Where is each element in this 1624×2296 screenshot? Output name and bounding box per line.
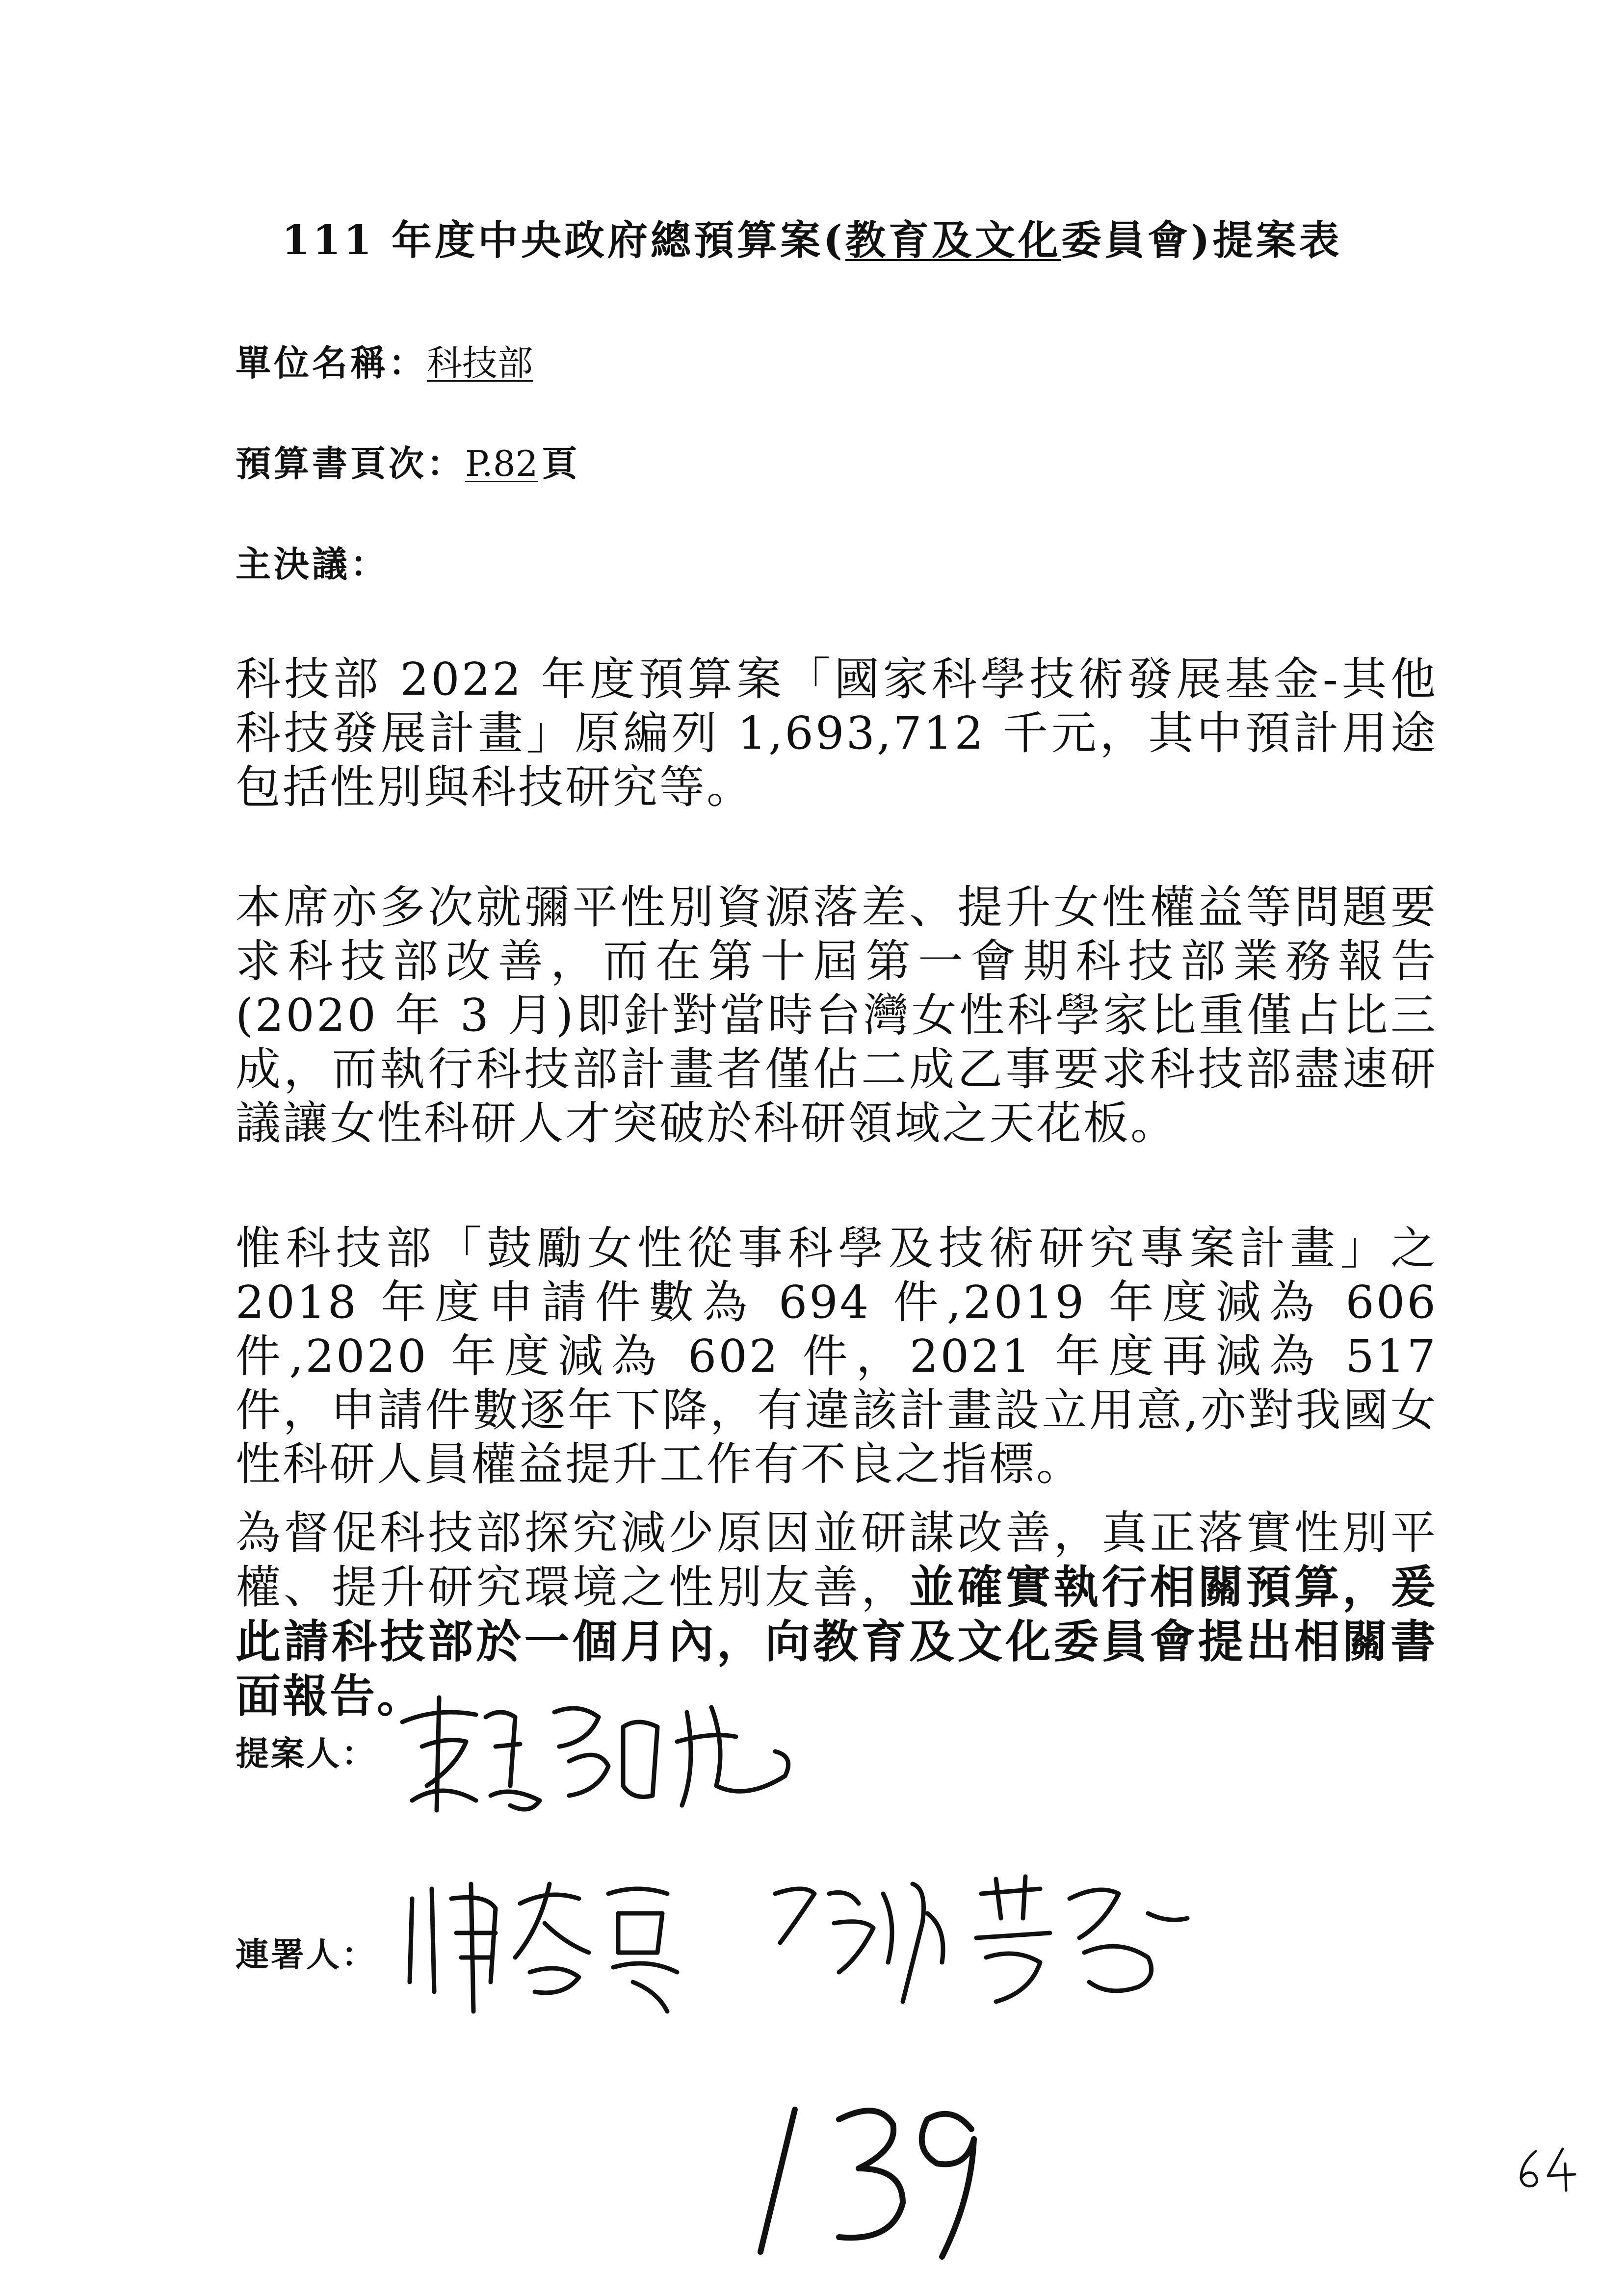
document-title xyxy=(0,211,1624,270)
unit-name-field xyxy=(236,339,533,388)
budget-page-label: 預算書頁次： xyxy=(236,443,466,484)
title-suffix: 委員會)提案表 xyxy=(1061,217,1342,264)
paragraph-budget-overview: 科技部 2022 年度預算案「國家科學技術發展基金-其他科技發展計畫」原編列 1,693,712 千元，其中預計用途包括性別與科技研究等。 xyxy=(236,653,1438,813)
handwritten-page-number xyxy=(736,2090,991,2267)
proposer-signature xyxy=(393,1688,814,1825)
main-resolution-label: 主決議： xyxy=(236,543,389,585)
main-resolution-heading xyxy=(236,540,389,589)
request-text: 為督促科技部探究減少原因並研謀改善，真正落實性別平權、提升研究環境之性別友善， xyxy=(236,1507,1438,1614)
cosigners-label: 連署人： xyxy=(236,1935,377,1975)
cosigner-signature-1 xyxy=(402,1869,746,2016)
cosigner-signature-2 xyxy=(765,1864,1207,2021)
budget-page-field xyxy=(236,439,577,488)
paragraph-gender-equity-history: 本席亦多次就彌平性別資源落差、提升女性權益等問題要求科技部改善，而在第十屆第一會期科技部業務報告(2020 年 3 月)即針對當時台灣女性科學家比重僅占比三成，而執行科技部計畫者僅佔二成乙事要求科技部盡速研議讓女性科研人才突破於科研領域之天花板。 xyxy=(236,881,1438,1149)
paragraph-application-decline: 惟科技部「鼓勵女性從事科學及技術研究專案計畫」之 2018 年度申請件數為 694 件,2019 年度減為 606 件,2020 年度減為 602 件，2021 年度再減為 517 件，申請件數逐年下降，有違該計畫設立用意,亦對我國女性科研人員權益提升工作有不良之指標。 xyxy=(236,1222,1438,1490)
unit-name-label: 單位名稱： xyxy=(236,342,427,384)
budget-page-suffix: 頁 xyxy=(542,443,577,484)
budget-page-value: P.82 xyxy=(465,443,538,484)
title-committee-name: 教育及文化 xyxy=(845,217,1061,264)
handwritten-corner-number xyxy=(1511,2144,1580,2193)
proposer-label: 提案人： xyxy=(236,1734,377,1774)
request-text-emphasis: 並確實執行相關預算，爰此請科技部於一個月內，向教育及文化委員會提出相關書面報告。 xyxy=(236,1561,1438,1722)
unit-name-value: 科技部 xyxy=(427,342,533,384)
title-prefix: 111 年度中央政府總預算案( xyxy=(282,217,845,264)
